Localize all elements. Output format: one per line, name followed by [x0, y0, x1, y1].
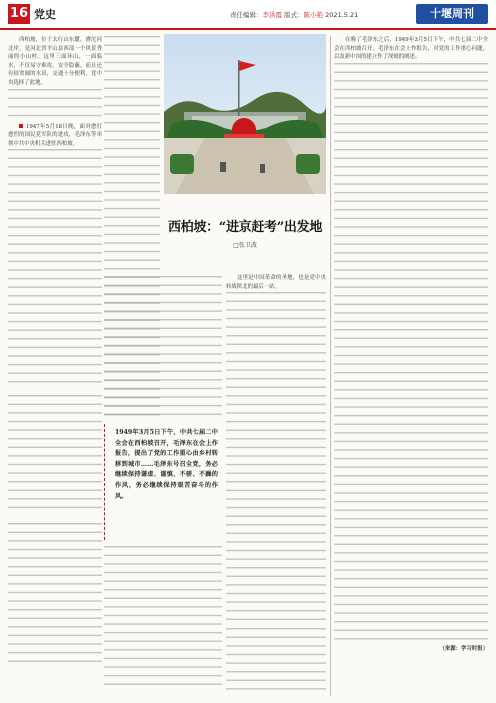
- designer-name: 陈小艳: [303, 11, 324, 19]
- text-lines: [104, 276, 222, 416]
- publish-date: 2021.5.21: [325, 11, 359, 19]
- text-lines: [334, 535, 488, 645]
- text-lines: [8, 395, 102, 515]
- newspaper-masthead: 十堰周刊: [416, 4, 488, 24]
- article-title-block: [164, 200, 326, 270]
- text-lines: [334, 329, 488, 529]
- section-name: 党史: [34, 8, 56, 21]
- text-lines: [226, 628, 326, 692]
- column-left: [8, 36, 102, 696]
- article-source: （来源：学习时报）: [439, 645, 488, 652]
- article-byline: □张卫波: [233, 242, 257, 249]
- page-number: 16: [8, 4, 30, 24]
- section-paragraph: 1947年5月18日晚，面对愈打愈烈的国民党军队的进攻，毛泽东等率领中共中央机关进驻西柏坡。: [8, 123, 102, 147]
- column-center-left-mid: [104, 276, 222, 420]
- article-title: 西柏坡：“进京赶考”出发地: [167, 220, 323, 235]
- column-center-left-lower: [104, 546, 222, 696]
- text-lines: [8, 523, 102, 663]
- column-center: [226, 274, 326, 692]
- lead-paragraph: 西柏坡，位于太行山东麓，滹沱河北岸，是河北省平山县西部一个风景秀丽的小山村。这里三面环山，一面临水，不仅易守难攻，安全隐蔽，而且还有较宽阔的水田，交通十分便利，党中央选择了此地。: [8, 37, 102, 86]
- editor-line: [230, 10, 358, 19]
- article-photo: [164, 34, 326, 194]
- designer-label: 版式：: [284, 11, 304, 19]
- text-lines: [334, 63, 488, 323]
- text-lines: [8, 89, 102, 123]
- pull-quote: 1949年3月5日下午，中共七届二中全会在西柏坡召开，毛泽东在会上作报告，提出了党的工作重心由乡村转移到城市……毛泽东号召全党，务必继续保持谦虚、谨慎、不骄、不躁的作风，务必继续保持艰苦奋斗的作风。: [104, 424, 222, 540]
- column-divider: [330, 36, 331, 696]
- memorial-photo-image: [164, 34, 326, 194]
- text-lines: [226, 292, 326, 622]
- editor-label: 责任编辑：: [230, 11, 263, 19]
- text-lines: [8, 149, 102, 389]
- center-lead: 这里是中国革命的圣地，也是党中央转战陕北的最后一站。: [226, 275, 326, 290]
- section-marker-icon: [19, 124, 23, 128]
- editor-name: 李洪霞: [262, 11, 282, 19]
- right-lead: 在晚了毛泽东之后，1949年3月5日下午，中共七届二中全会在西柏坡召开。毛泽东在会上作报告，对党的工作重心问题，以及新中国的建立作了深刻的阐述。: [334, 37, 488, 61]
- page-header: [0, 0, 496, 30]
- column-right: [334, 36, 488, 696]
- text-lines: [104, 546, 222, 692]
